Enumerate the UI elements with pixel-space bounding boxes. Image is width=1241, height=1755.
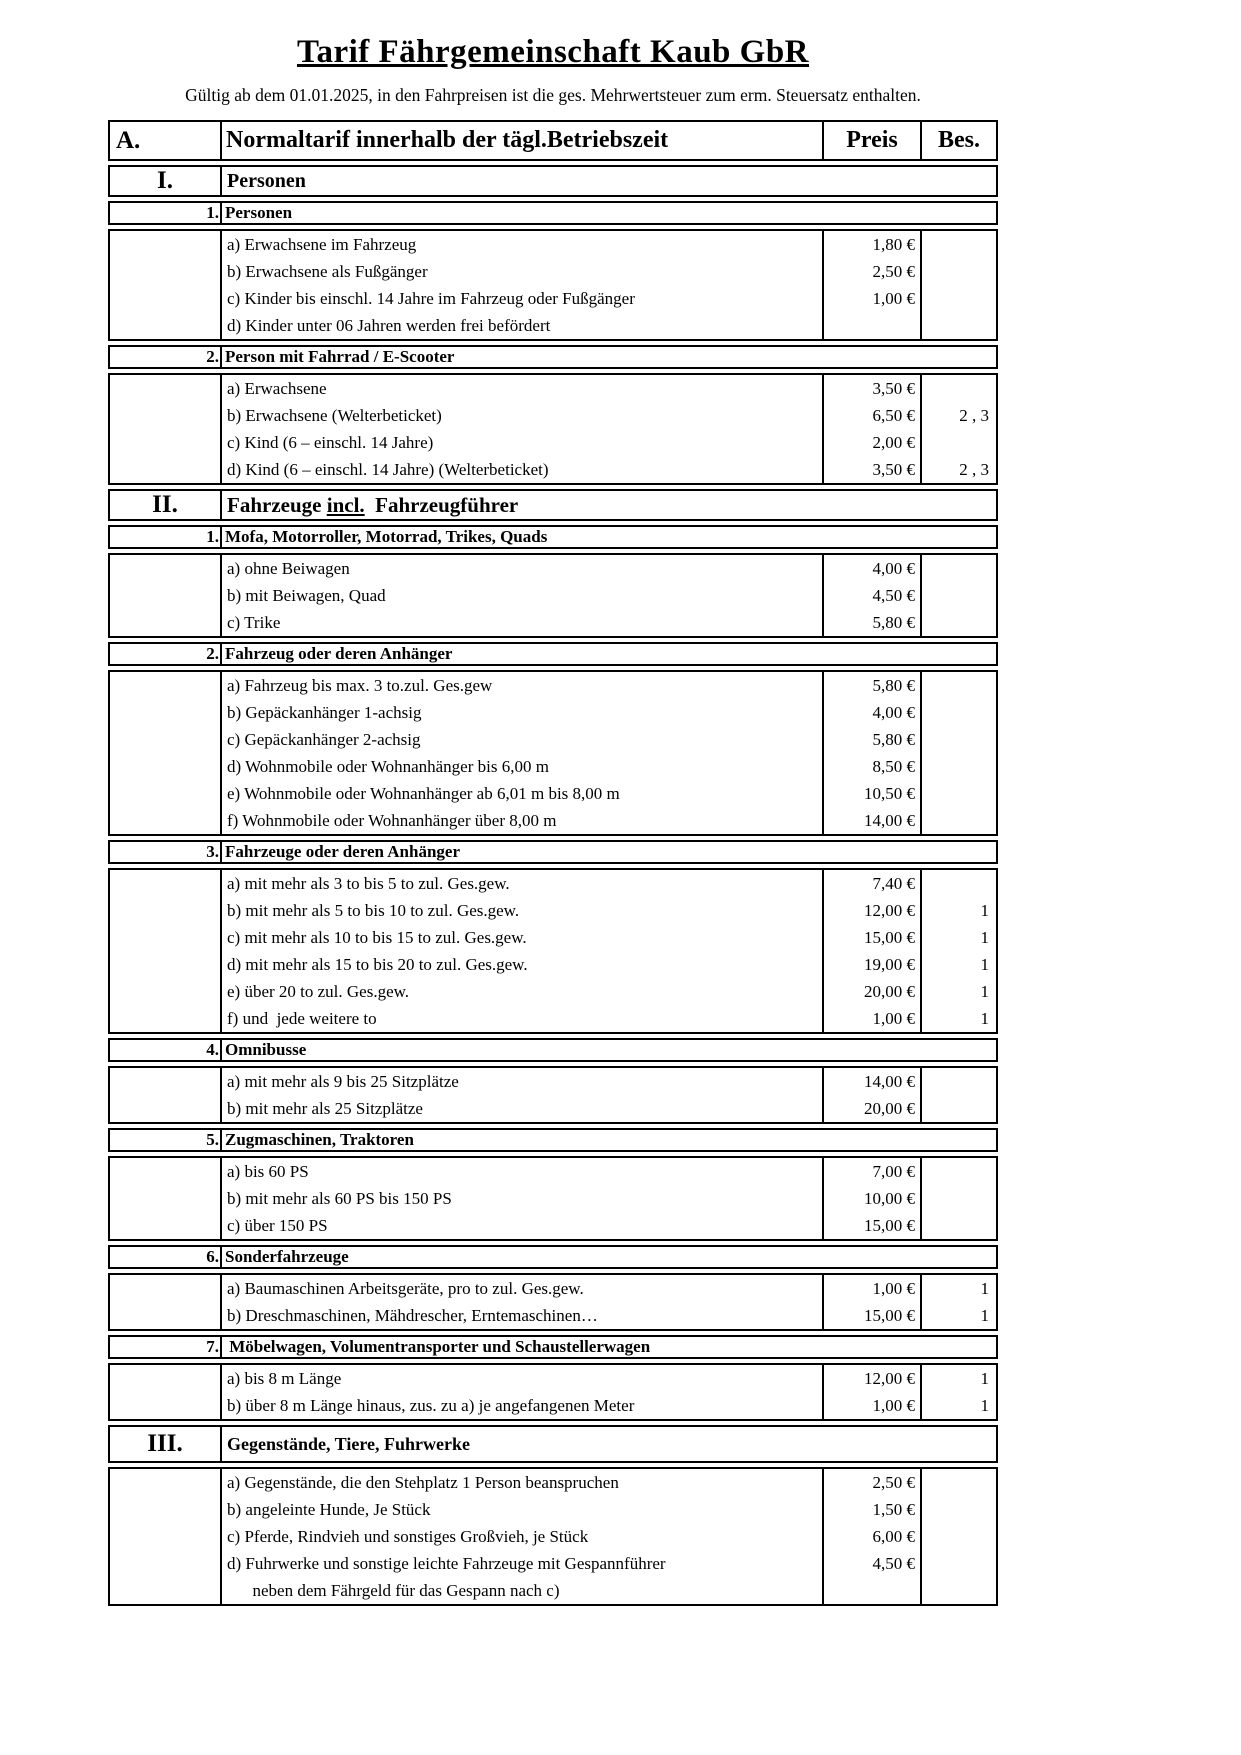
- tariff-item-label: c) Trike: [227, 613, 281, 632]
- tariff-row: [222, 1577, 996, 1604]
- tariff-item-price: 1,00 €: [822, 1005, 920, 1032]
- tariff-item-price: 4,00 €: [822, 555, 920, 582]
- tariff-item-note: 1: [920, 1005, 996, 1032]
- tariff-item-price: 6,00 €: [822, 1523, 920, 1550]
- tariff-item-note: 1: [920, 951, 996, 978]
- items-block: [108, 1467, 998, 1606]
- tariff-row: [222, 456, 996, 483]
- tariff-item-note: [920, 1095, 996, 1122]
- tariff-item-label: b) mit mehr als 5 to bis 10 to zul. Ges.gew.: [227, 901, 520, 920]
- tariff-item-label: d) mit mehr als 15 to bis 20 to zul. Ges.gew.: [227, 955, 528, 974]
- tariff-item-price: [822, 1577, 920, 1604]
- tariff-row: [222, 402, 996, 429]
- tariff-item-note: 2 , 3: [920, 456, 996, 483]
- tariff-item-price: 15,00 €: [822, 1212, 920, 1239]
- tariff-row: [222, 1469, 996, 1496]
- tariff-item-label: b) Erwachsene (Welterbeticket): [227, 406, 442, 425]
- tariff-row: [222, 1550, 996, 1577]
- tariff-row: [222, 1068, 996, 1095]
- subsection-title: Zugmaschinen, Traktoren: [225, 1130, 414, 1149]
- tariff-item-note: 1: [920, 978, 996, 1005]
- subsection-title: Fahrzeug oder deren Anhänger: [225, 644, 453, 663]
- tariff-row: [222, 1302, 996, 1329]
- section-title-part: Gegenstände, Tiere, Fuhrwerke: [227, 1433, 470, 1454]
- tariff-item-price: 8,50 €: [822, 753, 920, 780]
- row-number-spacer: [110, 870, 222, 1032]
- tariff-row: [222, 753, 996, 780]
- row-number-spacer: [110, 672, 222, 834]
- tariff-row: [222, 582, 996, 609]
- tariff-item-label: c) Kinder bis einschl. 14 Jahre im Fahrzeug oder Fußgänger: [227, 289, 635, 308]
- tariff-item-price: 12,00 €: [822, 897, 920, 924]
- items-rows: [222, 1469, 996, 1604]
- section-row: [108, 1425, 998, 1463]
- subsection-row: [108, 642, 998, 666]
- page-title: Tarif Fährgemeinschaft Kaub GbR: [296, 34, 810, 70]
- tariff-item-label: d) Kinder unter 06 Jahren werden frei befördert: [227, 316, 551, 335]
- tariff-row: [222, 897, 996, 924]
- tariff-row: [222, 1158, 996, 1185]
- subsection-number: 3.: [110, 842, 222, 862]
- tariff-item-price: 3,50 €: [822, 456, 920, 483]
- tariff-item-label: a) mit mehr als 3 to bis 5 to zul. Ges.gew.: [227, 874, 510, 893]
- subsection-row: [108, 345, 998, 369]
- tariff-item-price: 10,50 €: [822, 780, 920, 807]
- tariff-item-label: b) mit mehr als 25 Sitzplätze: [227, 1099, 423, 1118]
- tariff-item-note: [920, 312, 996, 339]
- tariff-item-price: 1,00 €: [822, 285, 920, 312]
- row-number-spacer: [110, 231, 222, 339]
- tariff-row: [222, 1095, 996, 1122]
- items-block: [108, 868, 998, 1034]
- tariff-row: [222, 672, 996, 699]
- tariff-item-note: [920, 699, 996, 726]
- tariff-item-note: [920, 1577, 996, 1604]
- tariff-item-price: 19,00 €: [822, 951, 920, 978]
- items-block: [108, 373, 998, 485]
- items-rows: [222, 555, 996, 636]
- subsection-number: 6.: [110, 1247, 222, 1267]
- subsection-title: Möbelwagen, Volumentransporter und Schaustellerwagen: [225, 1337, 651, 1356]
- tariff-item-label: a) Gegenstände, die den Stehplatz 1 Person beanspruchen: [227, 1473, 619, 1492]
- tariff-item-label: a) Fahrzeug bis max. 3 to.zul. Ges.gew: [227, 676, 493, 695]
- tariff-item-note: [920, 231, 996, 258]
- subsection-row: [108, 840, 998, 864]
- tariff-item-note: 2 , 3: [920, 402, 996, 429]
- subsection-title: Person mit Fahrrad / E-Scooter: [225, 347, 455, 366]
- tariff-item-label: b) mit mehr als 60 PS bis 150 PS: [227, 1189, 452, 1208]
- tariff-item-price: 15,00 €: [822, 1302, 920, 1329]
- tariff-item-note: 1: [920, 1302, 996, 1329]
- tariff-item-note: [920, 726, 996, 753]
- tariff-item-price: 20,00 €: [822, 1095, 920, 1122]
- tariff-item-price: 15,00 €: [822, 924, 920, 951]
- subsection-row: [108, 1335, 998, 1359]
- tariff-row: [222, 555, 996, 582]
- items-rows: [222, 1365, 996, 1419]
- tariff-item-label: e) über 20 to zul. Ges.gew.: [227, 982, 410, 1001]
- table-header-notes-label: Bes.: [920, 122, 996, 159]
- tariff-item-note: [920, 429, 996, 456]
- row-number-spacer: [110, 1068, 222, 1122]
- tariff-row: [222, 1212, 996, 1239]
- tariff-item-note: [920, 582, 996, 609]
- row-number-spacer: [110, 1365, 222, 1419]
- tariff-item-note: 1: [920, 924, 996, 951]
- items-block: [108, 670, 998, 836]
- tariff-item-price: 4,50 €: [822, 582, 920, 609]
- tariff-row: [222, 807, 996, 834]
- tariff-row: [222, 1275, 996, 1302]
- tariff-item-price: 2,00 €: [822, 429, 920, 456]
- tariff-row: [222, 1005, 996, 1032]
- tariff-item-price: 5,80 €: [822, 672, 920, 699]
- tariff-item-price: 4,00 €: [822, 699, 920, 726]
- tariff-item-label: b) angeleinte Hunde, Je Stück: [227, 1500, 431, 1519]
- tariff-item-note: [920, 375, 996, 402]
- section-numeral: I.: [110, 167, 222, 195]
- table-header-title: Normaltarif innerhalb der tägl.Betriebszeit: [226, 127, 669, 153]
- tariff-item-label: c) mit mehr als 10 to bis 15 to zul. Ges.gew.: [227, 928, 527, 947]
- section-title: [222, 1427, 996, 1461]
- tariff-item-note: [920, 1068, 996, 1095]
- items-block: [108, 1363, 998, 1421]
- subsection-number: 1.: [110, 203, 222, 223]
- tariff-item-label: a) bis 60 PS: [227, 1162, 309, 1181]
- tariff-row: [222, 780, 996, 807]
- tariff-item-price: 1,00 €: [822, 1392, 920, 1419]
- tariff-row: [222, 978, 996, 1005]
- section-title-part: Fahrzeugführer: [364, 492, 519, 517]
- subsection-number: 2.: [110, 347, 222, 367]
- section-numeral: II.: [110, 491, 222, 519]
- tariff-item-label: a) bis 8 m Länge: [227, 1369, 342, 1388]
- tariff-item-price: 14,00 €: [822, 807, 920, 834]
- subsection-row: [108, 1038, 998, 1062]
- tariff-item-price: 14,00 €: [822, 1068, 920, 1095]
- tariff-item-label: d) Fuhrwerke und sonstige leichte Fahrzeuge mit Gespannführer: [227, 1554, 666, 1573]
- tariff-item-label: a) Erwachsene: [227, 379, 327, 398]
- tariff-row: [222, 429, 996, 456]
- tariff-item-price: 3,50 €: [822, 375, 920, 402]
- tariff-row: [222, 285, 996, 312]
- tariff-row: [222, 1185, 996, 1212]
- tariff-item-note: [920, 1158, 996, 1185]
- section-title-part: Personen: [227, 169, 306, 192]
- tariff-item-note: [920, 1550, 996, 1577]
- items-rows: [222, 672, 996, 834]
- items-block: [108, 553, 998, 638]
- tariff-row: [222, 1365, 996, 1392]
- tariff-item-label: a) mit mehr als 9 bis 25 Sitzplätze: [227, 1072, 459, 1091]
- tariff-item-price: 10,00 €: [822, 1185, 920, 1212]
- subsection-row: [108, 201, 998, 225]
- items-block: [108, 1066, 998, 1124]
- tariff-item-label: c) Gepäckanhänger 2-achsig: [227, 730, 421, 749]
- subsection-number: 4.: [110, 1040, 222, 1060]
- subsection-row: [108, 525, 998, 549]
- tariff-table: [108, 120, 998, 1606]
- subsection-title: Mofa, Motorroller, Motorrad, Trikes, Quads: [225, 527, 548, 546]
- page-subtitle: Gültig ab dem 01.01.2025, in den Fahrpreisen ist die ges. Mehrwertsteuer zum erm. Steuersatz enthalten.: [185, 85, 921, 105]
- tariff-item-note: [920, 609, 996, 636]
- document-header: [108, 34, 998, 106]
- tariff-item-label: b) Dreschmaschinen, Mähdrescher, Erntemaschinen…: [227, 1306, 598, 1325]
- tariff-item-label: e) Wohnmobile oder Wohnanhänger ab 6,01 m bis 8,00 m: [227, 784, 620, 803]
- tariff-item-label: a) Baumaschinen Arbeitsgeräte, pro to zul. Ges.gew.: [227, 1279, 584, 1298]
- tariff-row: [222, 699, 996, 726]
- tariff-item-price: 6,50 €: [822, 402, 920, 429]
- tariff-item-note: 1: [920, 1275, 996, 1302]
- row-number-spacer: [110, 555, 222, 636]
- tariff-item-price: 2,50 €: [822, 1469, 920, 1496]
- items-rows: [222, 1158, 996, 1239]
- tariff-row: [222, 375, 996, 402]
- tariff-item-price: 5,80 €: [822, 609, 920, 636]
- subsection-number: 2.: [110, 644, 222, 664]
- subsection-title: Fahrzeuge oder deren Anhänger: [225, 842, 460, 861]
- row-number-spacer: [110, 1469, 222, 1604]
- tariff-row: [222, 1523, 996, 1550]
- row-number-spacer: [110, 375, 222, 483]
- tariff-row: [222, 924, 996, 951]
- items-rows: [222, 1068, 996, 1122]
- items-block: [108, 229, 998, 341]
- tariff-row: [222, 609, 996, 636]
- tariff-row: [222, 951, 996, 978]
- section-title-part: Fahrzeuge: [227, 492, 327, 517]
- tariff-item-note: 1: [920, 1365, 996, 1392]
- tariff-item-label: b) Erwachsene als Fußgänger: [227, 262, 428, 281]
- tariff-row: [222, 870, 996, 897]
- tariff-item-note: 1: [920, 1392, 996, 1419]
- tariff-item-note: [920, 780, 996, 807]
- row-number-spacer: [110, 1158, 222, 1239]
- subsection-row: [108, 1128, 998, 1152]
- tariff-item-label: d) Kind (6 – einschl. 14 Jahre) (Welterbeticket): [227, 460, 549, 479]
- tariff-item-price: 1,50 €: [822, 1496, 920, 1523]
- tariff-row: [222, 726, 996, 753]
- tariff-item-price: 7,40 €: [822, 870, 920, 897]
- section-numeral: III.: [110, 1427, 222, 1461]
- subsection-number: 7.: [110, 1337, 222, 1357]
- tariff-item-price: [822, 312, 920, 339]
- tariff-row: [222, 258, 996, 285]
- tariff-item-price: 12,00 €: [822, 1365, 920, 1392]
- items-rows: [222, 870, 996, 1032]
- tariff-item-label: a) ohne Beiwagen: [227, 559, 350, 578]
- section-row: [108, 165, 998, 197]
- tariff-item-note: [920, 807, 996, 834]
- tariff-item-note: [920, 753, 996, 780]
- tariff-item-price: 5,80 €: [822, 726, 920, 753]
- table-header-section-label: A.: [110, 122, 222, 159]
- tariff-item-label: a) Erwachsene im Fahrzeug: [227, 235, 417, 254]
- tariff-item-price: 2,50 €: [822, 258, 920, 285]
- items-rows: [222, 375, 996, 483]
- subsection-title: Omnibusse: [225, 1040, 307, 1059]
- items-rows: [222, 1275, 996, 1329]
- section-title-part: incl.: [326, 492, 365, 517]
- tariff-item-label: f) und jede weitere to: [227, 1009, 377, 1028]
- table-header-row: [108, 120, 998, 161]
- section-title: [222, 167, 996, 195]
- tariff-row: [222, 1392, 996, 1419]
- tariff-item-note: [920, 555, 996, 582]
- row-number-spacer: [110, 1275, 222, 1329]
- tariff-row: [222, 231, 996, 258]
- tariff-row: [222, 312, 996, 339]
- tariff-item-label: c) Pferde, Rindvieh und sonstiges Großvieh, je Stück: [227, 1527, 589, 1546]
- tariff-item-price: 7,00 €: [822, 1158, 920, 1185]
- tariff-item-price: 4,50 €: [822, 1550, 920, 1577]
- tariff-item-note: [920, 1212, 996, 1239]
- section-row: [108, 489, 998, 521]
- tariff-item-note: [920, 870, 996, 897]
- tariff-item-note: [920, 285, 996, 312]
- tariff-item-note: [920, 1185, 996, 1212]
- tariff-item-label: b) Gepäckanhänger 1-achsig: [227, 703, 422, 722]
- tariff-item-note: [920, 672, 996, 699]
- subsection-number: 1.: [110, 527, 222, 547]
- tariff-item-label: c) über 150 PS: [227, 1216, 328, 1235]
- tariff-item-note: [920, 1496, 996, 1523]
- tariff-item-label: d) Wohnmobile oder Wohnanhänger bis 6,00 m: [227, 757, 549, 776]
- tariff-item-note: [920, 258, 996, 285]
- subsection-number: 5.: [110, 1130, 222, 1150]
- tariff-item-label: neben dem Fährgeld für das Gespann nach c): [227, 1581, 560, 1600]
- table-header-price-label: Preis: [822, 122, 920, 159]
- subsection-title: Sonderfahrzeuge: [225, 1247, 349, 1266]
- items-block: [108, 1273, 998, 1331]
- subsection-title: Personen: [225, 203, 293, 222]
- tariff-row: [222, 1496, 996, 1523]
- tariff-item-price: 20,00 €: [822, 978, 920, 1005]
- section-title: [222, 491, 996, 519]
- tariff-item-note: [920, 1523, 996, 1550]
- tariff-item-note: 1: [920, 897, 996, 924]
- tariff-item-note: [920, 1469, 996, 1496]
- subsection-row: [108, 1245, 998, 1269]
- tariff-item-price: 1,80 €: [822, 231, 920, 258]
- tariff-item-label: b) über 8 m Länge hinaus, zus. zu a) je angefangenen Meter: [227, 1396, 635, 1415]
- items-rows: [222, 231, 996, 339]
- tariff-item-label: f) Wohnmobile oder Wohnanhänger über 8,00 m: [227, 811, 557, 830]
- tariff-item-label: c) Kind (6 – einschl. 14 Jahre): [227, 433, 434, 452]
- tariff-item-label: b) mit Beiwagen, Quad: [227, 586, 386, 605]
- tariff-item-price: 1,00 €: [822, 1275, 920, 1302]
- items-block: [108, 1156, 998, 1241]
